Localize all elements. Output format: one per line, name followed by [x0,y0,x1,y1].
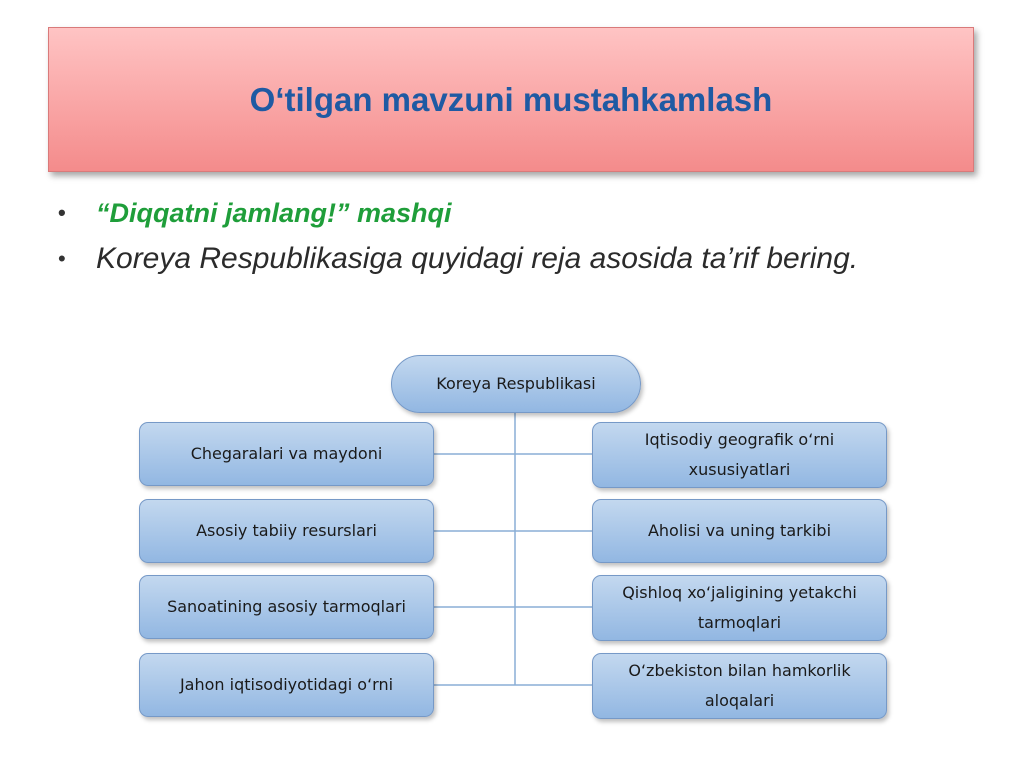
left-node-resources: Asosiy tabiiy resurslari [139,499,434,563]
bullet-text: Koreya Respublikasiga quyidagi reja asosida ta’rif bering. [96,242,859,275]
right-node-cooperation: O‘zbekiston bilan hamkorlik aloqalari [592,653,887,719]
bullet-text: “Diqqatni jamlang!” mashqi [96,198,452,228]
root-node: Koreya Respublikasi [391,355,641,413]
bullet-item [58,241,938,277]
right-node-geography: Iqtisodiy geografik o‘rni xususiyatlari [592,422,887,488]
slide-title: O‘tilgan mavzuni mustahkamlash [249,80,773,118]
bullet-list [58,195,938,277]
left-node-borders: Chegaralari va maydoni [139,422,434,486]
right-node-population: Aholisi va uning tarkibi [592,499,887,563]
left-node-industry: Sanoatining asosiy tarmoqlari [139,575,434,639]
left-node-world-economy: Jahon iqtisodiyotidagi o‘rni [139,653,434,717]
bullet-item [58,195,938,231]
bullet-marker: • [58,200,66,225]
right-node-agriculture: Qishloq xo‘jaligining yetakchi tarmoqlari [592,575,887,641]
title-banner [48,27,974,172]
bullet-marker: • [58,246,66,271]
